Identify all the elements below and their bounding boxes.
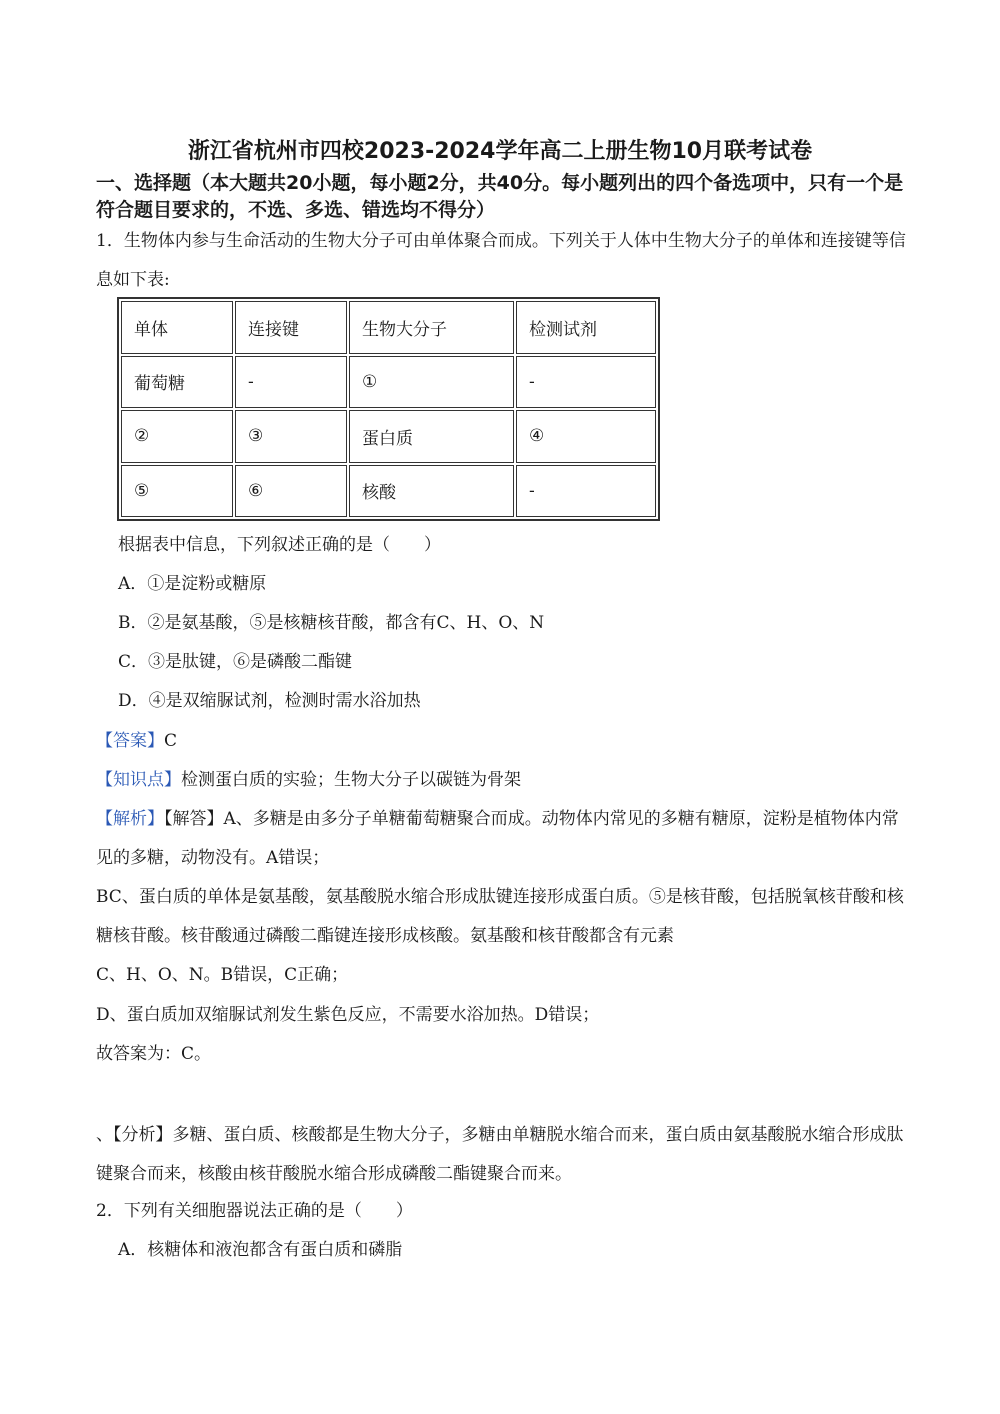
question-1-prompt: 根据表中信息，下列叙述正确的是（ ） bbox=[118, 535, 441, 555]
table-cell: 核酸 bbox=[349, 465, 514, 518]
table-cell: ① bbox=[349, 356, 514, 409]
question-1-stem: 1．生物体内参与生命活动的生物大分子可由单体聚合而成。下列关于人体中生物大分子的单体和连接键等信息如下表: bbox=[96, 231, 906, 290]
knowledge-line bbox=[96, 768, 521, 792]
table-cell: ③ bbox=[235, 410, 347, 463]
q2-option-a: A．核糖体和液泡都含有蛋白质和磷脂 bbox=[118, 1240, 403, 1260]
table-header-cell: 单体 bbox=[121, 301, 233, 354]
analysis-bc: BC、蛋白质的单体是氨基酸，氨基酸脱水缩合形成肽键连接形成蛋白质。⑤是核苷酸，包括脱氧核苷酸和核糖核苷酸。核苷酸通过磷酸二酯键连接形成核酸。氨基酸和核苷酸都含有元素 bbox=[96, 887, 904, 946]
analysis-paragraph bbox=[96, 800, 908, 878]
section-heading: 一、选择题（本大题共20小题，每小题2分，共40分。每小题列出的四个备选项中，只有一个是符合题目要求的，不选、多选、错选均不得分） bbox=[96, 172, 904, 221]
table-header-cell: 连接键 bbox=[235, 301, 347, 354]
option-c: C．③是肽键，⑥是磷酸二酯键 bbox=[118, 652, 353, 672]
table-header-cell: 检测试剂 bbox=[516, 301, 656, 354]
table-cell: - bbox=[516, 356, 656, 409]
monomer-table bbox=[117, 297, 660, 521]
option-d: D．④是双缩脲试剂，检测时需水浴加热 bbox=[118, 691, 421, 711]
table-cell: ⑤ bbox=[121, 465, 233, 518]
analysis-d: D、蛋白质加双缩脲试剂发生紫色反应，不需要水浴加热。D错误； bbox=[96, 1005, 600, 1025]
table-cell: 蛋白质 bbox=[349, 410, 514, 463]
answer-line bbox=[96, 729, 177, 753]
option-b: B．②是氨基酸，⑤是核糖核苷酸，都含有C、H、O、N bbox=[118, 613, 545, 633]
analysis-tag: 【解析】 bbox=[96, 809, 164, 829]
table-cell: 葡萄糖 bbox=[121, 356, 233, 409]
answer-value: C bbox=[164, 731, 178, 751]
table-row bbox=[121, 465, 656, 518]
page-title: 浙江省杭州市四校2023-2024学年高二上册生物10月联考试卷 bbox=[187, 139, 813, 164]
table-header-cell: 生物大分子 bbox=[349, 301, 514, 354]
table-cell: ② bbox=[121, 410, 233, 463]
analysis-elements: C、H、O、N。B错误，C正确； bbox=[96, 965, 349, 985]
table-row bbox=[121, 410, 656, 463]
answer-tag: 【答案】 bbox=[96, 731, 164, 751]
fenxi-paragraph: 、【分析】多糖、蛋白质、核酸都是生物大分子，多糖由单糖脱水缩合而来，蛋白质由氨基酸脱水缩合形成肽键聚合而来，核酸由核苷酸脱水缩合形成磷酸二酯键聚合而来。 bbox=[96, 1125, 904, 1184]
table-header-row bbox=[121, 301, 656, 354]
option-a: A．①是淀粉或糖原 bbox=[118, 574, 267, 594]
knowledge-text: 检测蛋白质的实验；生物大分子以碳链为骨架 bbox=[181, 770, 521, 790]
table-cell: ⑥ bbox=[235, 465, 347, 518]
analysis-conclusion: 故答案为：C。 bbox=[96, 1044, 212, 1064]
knowledge-tag: 【知识点】 bbox=[96, 770, 181, 790]
table-cell: ④ bbox=[516, 410, 656, 463]
table-cell: - bbox=[235, 356, 347, 409]
table-row bbox=[121, 356, 656, 409]
analysis-text: 【解答】A、多糖是由多分子单糖葡萄糖聚合而成。动物体内常见的多糖有糖原，淀粉是植物体内常见的多糖，动物没有。A错误； bbox=[96, 809, 899, 868]
table-cell: - bbox=[516, 465, 656, 518]
question-2-stem: 2．下列有关细胞器说法正确的是（ ） bbox=[96, 1201, 413, 1221]
